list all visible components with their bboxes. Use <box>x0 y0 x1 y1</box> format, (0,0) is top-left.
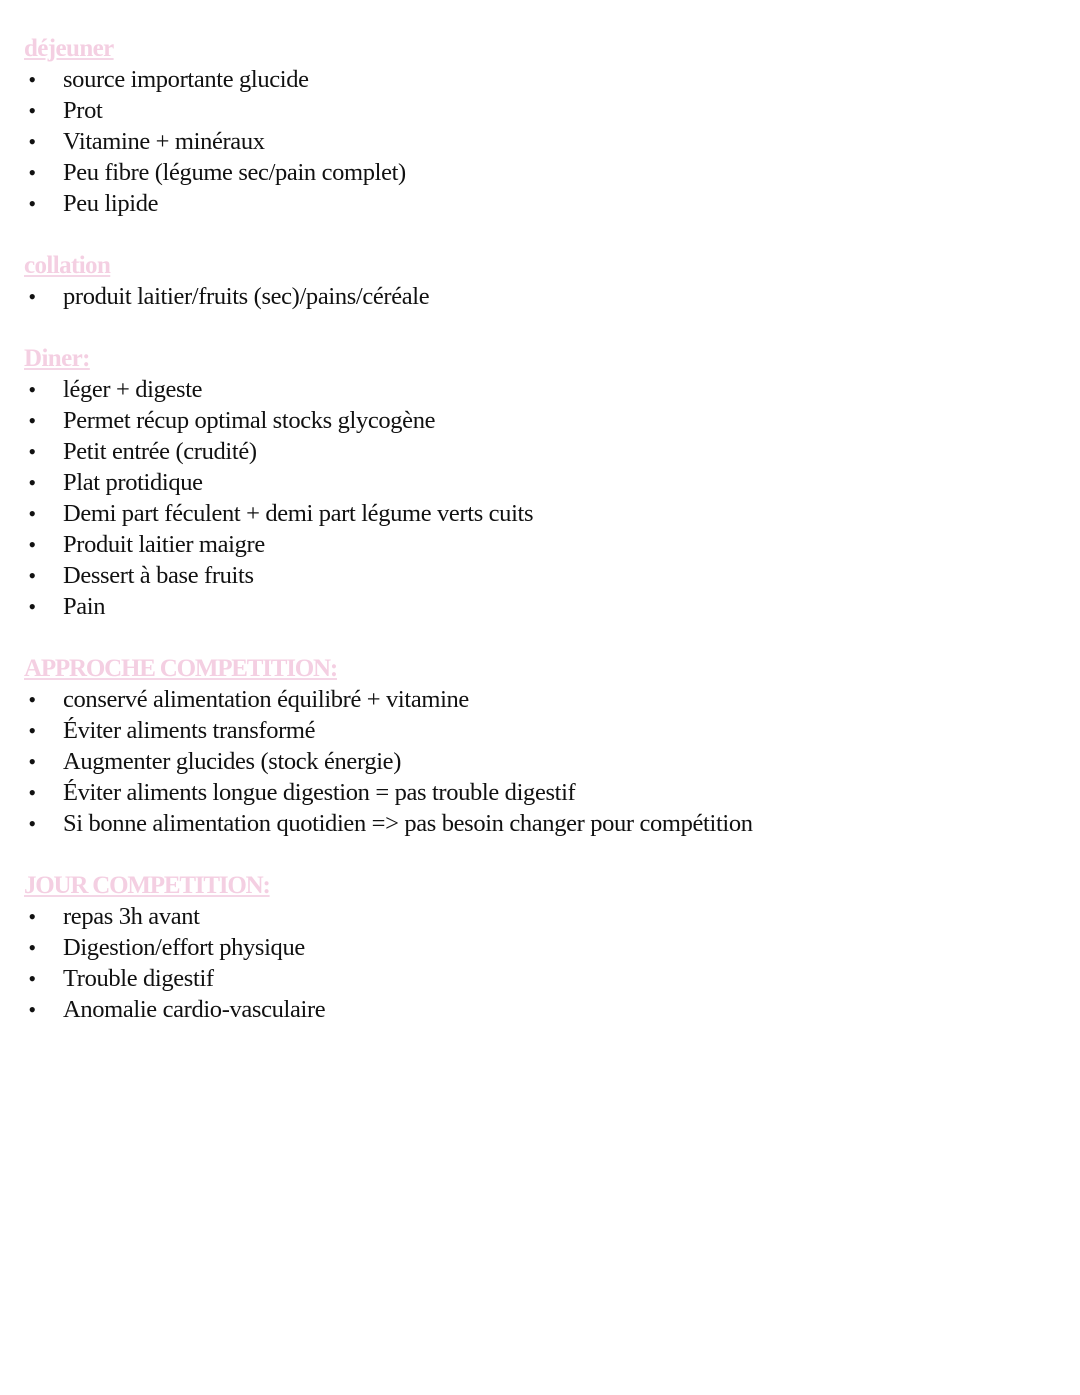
section-heading: JOUR COMPETITION: <box>24 872 270 899</box>
list-item <box>24 64 406 95</box>
bullet-icon: • <box>28 470 36 495</box>
list-item <box>24 436 533 467</box>
section-heading: Diner: <box>24 345 90 372</box>
bullet-icon: • <box>28 191 36 216</box>
list-item-text: Permet récup optimal stocks glycogène <box>63 407 436 434</box>
bullet-list <box>24 684 753 839</box>
list-item <box>24 188 406 219</box>
bullet-icon: • <box>28 594 36 619</box>
section-heading: déjeuner <box>24 35 114 62</box>
list-item-text: Éviter aliments transformé <box>63 717 316 744</box>
bullet-icon: • <box>28 377 36 402</box>
list-item-text: Produit laitier maigre <box>63 531 265 558</box>
list-item <box>24 498 533 529</box>
bullet-icon: • <box>28 284 36 309</box>
list-item <box>24 684 753 715</box>
section-collation <box>24 251 429 312</box>
list-item <box>24 95 406 126</box>
bullet-icon: • <box>28 811 36 836</box>
list-item <box>24 715 753 746</box>
list-item-text: Trouble digestif <box>63 965 214 992</box>
list-item <box>24 808 753 839</box>
section-diner <box>24 344 533 622</box>
list-item <box>24 529 533 560</box>
section-heading: APPROCHE COMPETITION: <box>24 655 337 682</box>
list-item <box>24 901 325 932</box>
bullet-icon: • <box>28 129 36 154</box>
list-item <box>24 777 753 808</box>
bullet-list <box>24 64 406 219</box>
bullet-icon: • <box>28 98 36 123</box>
bullet-icon: • <box>28 997 36 1022</box>
list-item <box>24 281 429 312</box>
list-item-text: conservé alimentation équilibré + vitamine <box>63 686 469 713</box>
list-item <box>24 591 533 622</box>
list-item-text: Vitamine + minéraux <box>63 128 265 155</box>
list-item-text: Peu fibre (légume sec/pain complet) <box>63 159 406 186</box>
section-dejeuner <box>24 34 406 219</box>
list-item-text: léger + digeste <box>63 376 203 403</box>
list-item <box>24 126 406 157</box>
list-item <box>24 746 753 777</box>
bullet-icon: • <box>28 501 36 526</box>
list-item-text: Anomalie cardio-vasculaire <box>63 996 326 1023</box>
list-item-text: Petit entrée (crudité) <box>63 438 257 465</box>
section-jour-competition <box>24 871 325 1025</box>
bullet-icon: • <box>28 718 36 743</box>
bullet-icon: • <box>28 749 36 774</box>
list-item-text: Prot <box>63 97 103 124</box>
bullet-icon: • <box>28 904 36 929</box>
list-item-text: Si bonne alimentation quotidien => pas besoin changer pour compétition <box>63 810 753 837</box>
bullet-icon: • <box>28 439 36 464</box>
bullet-icon: • <box>28 160 36 185</box>
list-item-text: produit laitier/fruits (sec)/pains/céréale <box>63 283 430 310</box>
bullet-icon: • <box>28 966 36 991</box>
list-item <box>24 405 533 436</box>
bullet-icon: • <box>28 532 36 557</box>
bullet-icon: • <box>28 687 36 712</box>
list-item <box>24 963 325 994</box>
list-item-text: Augmenter glucides (stock énergie) <box>63 748 402 775</box>
list-item-text: Digestion/effort physique <box>63 934 305 961</box>
bullet-list <box>24 374 533 622</box>
list-item-text: Demi part féculent + demi part légume verts cuits <box>63 500 534 527</box>
bullet-icon: • <box>28 780 36 805</box>
bullet-icon: • <box>28 67 36 92</box>
list-item-text: Dessert à base fruits <box>63 562 254 589</box>
list-item-text: Peu lipide <box>63 190 159 217</box>
section-heading: collation <box>24 252 111 279</box>
bullet-icon: • <box>28 408 36 433</box>
list-item <box>24 157 406 188</box>
list-item-text: Plat protidique <box>63 469 203 496</box>
list-item-text: repas 3h avant <box>63 903 200 930</box>
section-approche-competition <box>24 654 753 839</box>
list-item <box>24 994 325 1025</box>
list-item <box>24 467 533 498</box>
list-item <box>24 932 325 963</box>
bullet-icon: • <box>28 935 36 960</box>
bullet-icon: • <box>28 563 36 588</box>
list-item-text: Éviter aliments longue digestion = pas trouble digestif <box>63 779 576 806</box>
bullet-list <box>24 901 325 1025</box>
list-item-text: source importante glucide <box>63 66 309 93</box>
list-item <box>24 374 533 405</box>
bullet-list <box>24 281 429 312</box>
list-item <box>24 560 533 591</box>
list-item-text: Pain <box>63 593 106 620</box>
